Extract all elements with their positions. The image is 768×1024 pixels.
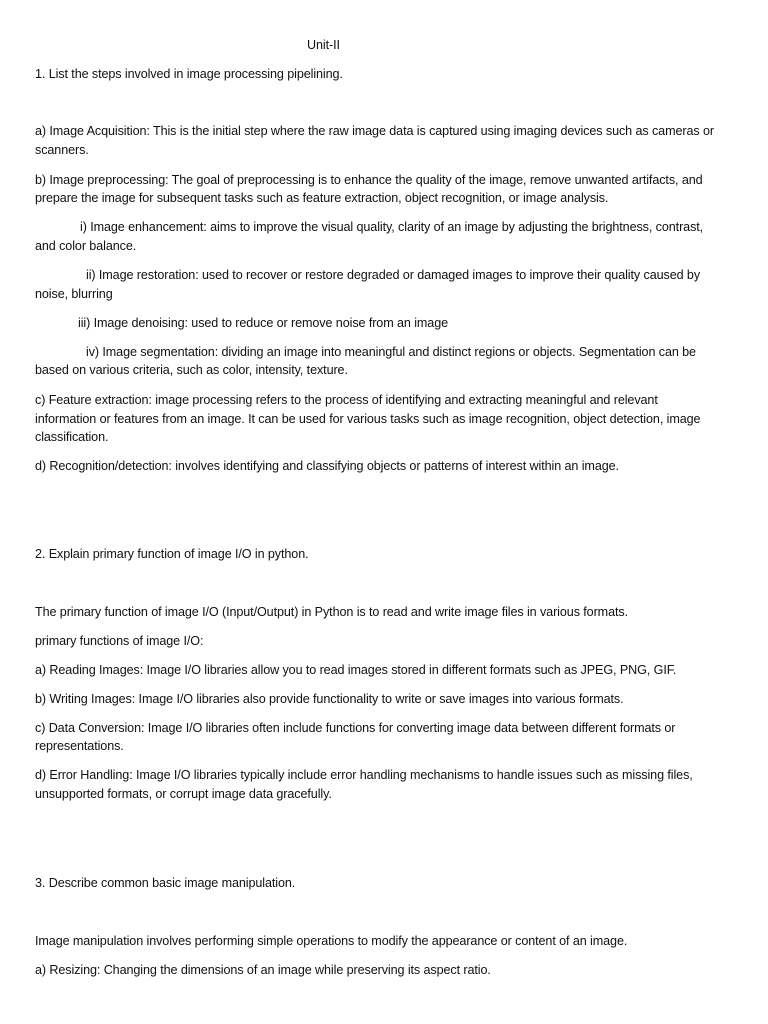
q2-item-a-line1: a) Reading Images: Image I/O libraries allow you to read images stored in different formats such as JPEG, PNG, GIF. xyxy=(35,663,677,677)
q2-subheading: primary functions of image I/O: xyxy=(35,634,204,648)
question-2: 2. Explain primary function of image I/O in python. xyxy=(35,547,309,561)
page-title: Unit-II xyxy=(307,38,340,52)
q1-item-b-line2: prepare the image for subsequent tasks such as feature extraction, object recognition, or image analysis. xyxy=(35,191,609,205)
question-3: 3. Describe common basic image manipulation. xyxy=(35,876,296,890)
q2-item-b-line1: b) Writing Images: Image I/O libraries also provide functionality to write or save images into various formats. xyxy=(35,692,624,706)
q1-item-c-line2: information or features from an image. It can be used for various tasks such as image recognition, object detection, image xyxy=(35,412,701,426)
q1-item-b-line1: b) Image preprocessing: The goal of preprocessing is to enhance the quality of the image, remove unwanted artifacts, and xyxy=(35,173,703,187)
q2-intro: The primary function of image I/O (Input/Output) in Python is to read and write image files in various formats. xyxy=(35,605,628,619)
q1-subitem-ii-line2: noise, blurring xyxy=(35,287,113,301)
q1-subitem-ii-line1: ii) Image restoration: used to recover or restore degraded or damaged images to improve their quality caused by xyxy=(86,268,701,282)
q2-item-d-line1: d) Error Handling: Image I/O libraries typically include error handling mechanisms to handle issues such as missing files, xyxy=(35,768,693,782)
q1-item-d-line1: d) Recognition/detection: involves identifying and classifying objects or patterns of interest within an image. xyxy=(35,459,619,473)
q2-item-c-line2: representations. xyxy=(35,739,124,753)
q1-item-a-line1: a) Image Acquisition: This is the initial step where the raw image data is captured using imaging devices such as cameras or xyxy=(35,124,714,138)
q2-item-d-line2: unsupported formats, or corrupt image data gracefully. xyxy=(35,787,332,801)
question-1: 1. List the steps involved in image processing pipelining. xyxy=(35,67,343,81)
q3-intro: Image manipulation involves performing simple operations to modify the appearance or content of an image. xyxy=(35,934,628,948)
q1-item-c-line1: c) Feature extraction: image processing refers to the process of identifying and extracting meaningful and relevant xyxy=(35,393,658,407)
q1-item-a-line2: scanners. xyxy=(35,143,89,157)
q1-subitem-iii-line1: iii) Image denoising: used to reduce or remove noise from an image xyxy=(78,316,449,330)
q1-subitem-iv-line2: based on various criteria, such as color, intensity, texture. xyxy=(35,363,348,377)
q1-subitem-i-line1: i) Image enhancement: aims to improve the visual quality, clarity of an image by adjusting the brightness, contrast, xyxy=(80,220,704,234)
q1-subitem-i-line2: and color balance. xyxy=(35,239,137,253)
q3-item-a-line1: a) Resizing: Changing the dimensions of an image while preserving its aspect ratio. xyxy=(35,963,491,977)
q1-item-c-line3: classification. xyxy=(35,430,109,444)
q2-item-c-line1: c) Data Conversion: Image I/O libraries often include functions for converting image data between different formats or xyxy=(35,721,676,735)
q1-subitem-iv-line1: iv) Image segmentation: dividing an image into meaningful and distinct regions or objects. Segmentation can be xyxy=(86,345,696,359)
